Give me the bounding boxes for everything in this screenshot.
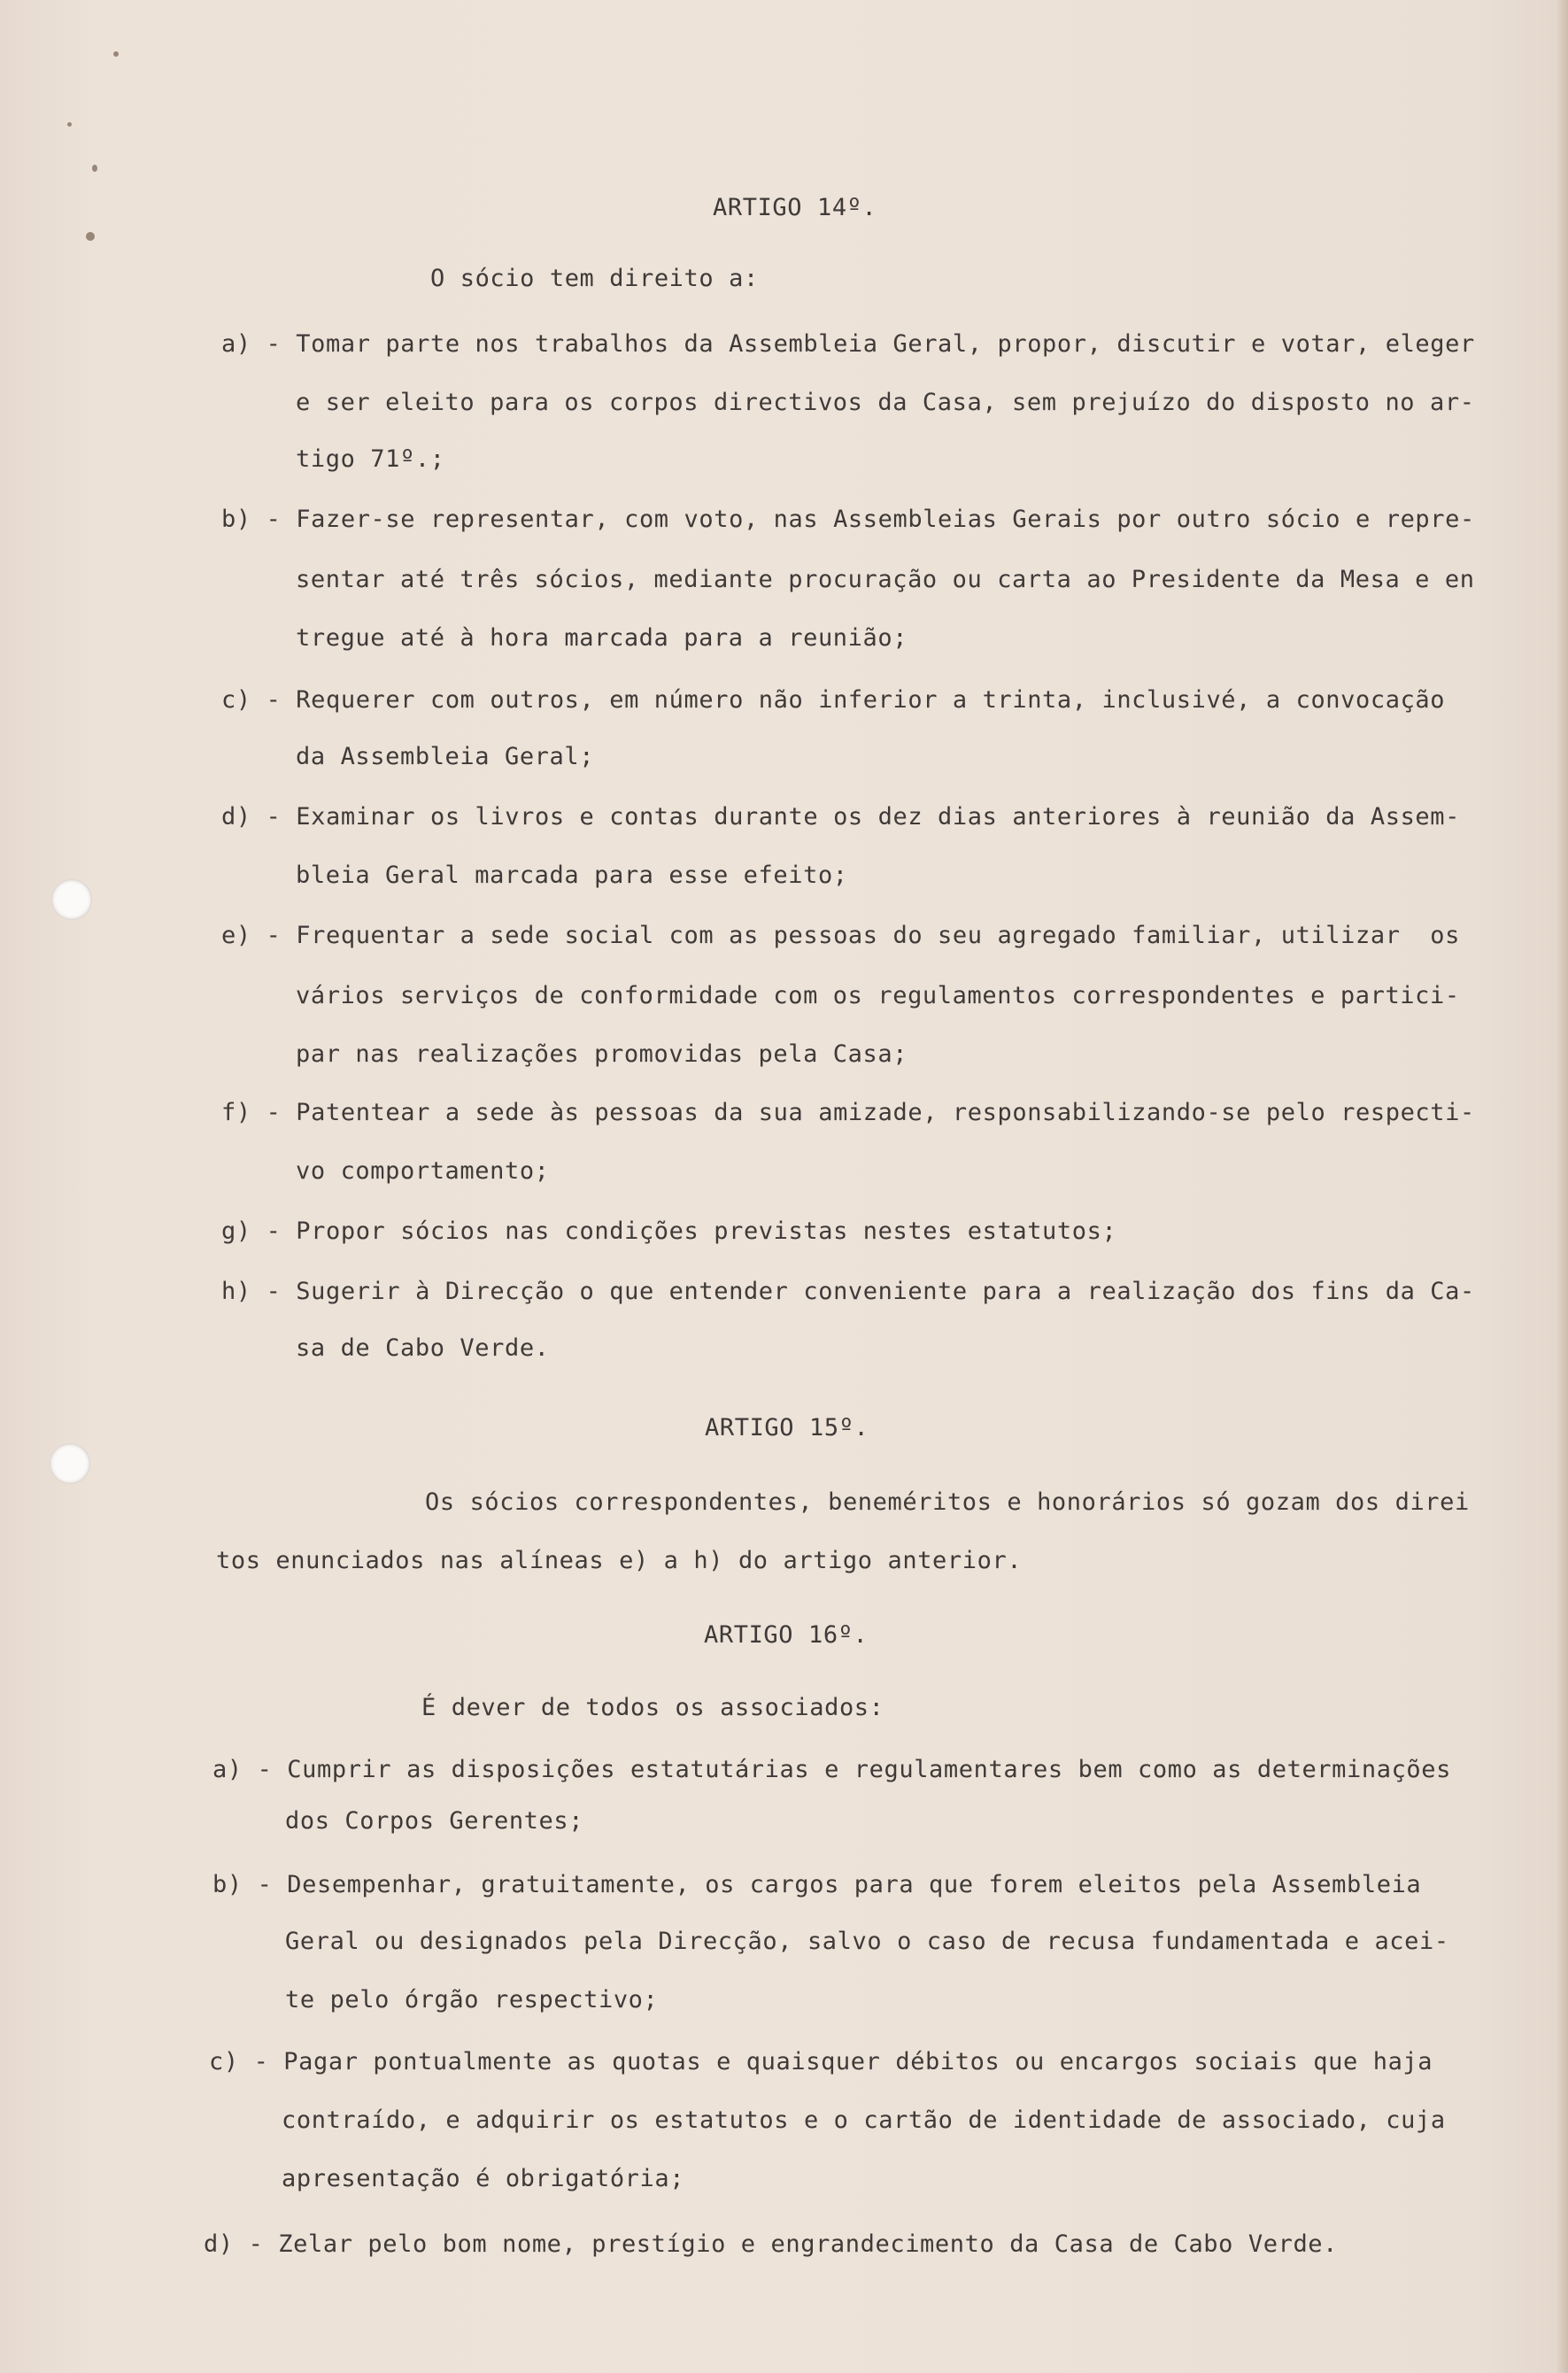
- art14-d-line2: bleia Geral marcada para esse efeito;: [296, 862, 848, 889]
- art16-c-line2: contraído, e adquirir os estatutos e o cartão de identidade de associado, cuja: [282, 2106, 1446, 2134]
- punch-hole-upper: [51, 879, 92, 920]
- article-14-intro: O sócio tem direito a:: [430, 265, 759, 292]
- art16-a-line2: dos Corpos Gerentes;: [285, 1807, 584, 1835]
- article-15-heading: ARTIGO 15º.: [705, 1414, 869, 1442]
- paper-speck: [67, 122, 72, 127]
- art14-b-line1: b) - Fazer-se representar, com voto, nas Assembleias Gerais por outro sócio e repre-: [221, 506, 1475, 533]
- art14-h-line2: sa de Cabo Verde.: [296, 1334, 550, 1362]
- art14-a-line2: e ser eleito para os corpos directivos da Casa, sem prejuízo do disposto no ar-: [296, 389, 1475, 416]
- art16-b-line2: Geral ou designados pela Direcção, salvo o caso de recusa fundamentada e acei-: [285, 1928, 1449, 1955]
- art15-line1: Os sócios correspondentes, beneméritos e honorários só gozam dos direi: [425, 1488, 1470, 1516]
- page-edge-shadow: [1556, 0, 1568, 2373]
- art14-a-line3: tigo 71º.;: [296, 445, 445, 473]
- art14-d-line1: d) - Examinar os livros e contas durante os dez dias anteriores à reunião da Assem-: [221, 803, 1460, 831]
- art14-b-line2: sentar até três sócios, mediante procuração ou carta ao Presidente da Mesa e en: [296, 566, 1475, 593]
- art14-f-line1: f) - Patentear a sede às pessoas da sua amizade, responsabilizando-se pelo respecti-: [221, 1099, 1475, 1126]
- punch-hole-lower: [50, 1443, 90, 1484]
- art14-b-line3: tregue até à hora marcada para a reunião;: [296, 624, 908, 652]
- art16-b-line1: b) - Desempenhar, gratuitamente, os cargos para que forem eleitos pela Assembleia: [212, 1871, 1422, 1898]
- art14-c-line2: da Assembleia Geral;: [296, 743, 595, 770]
- paper-speck: [92, 165, 97, 172]
- article-14-heading: ARTIGO 14º.: [713, 194, 877, 221]
- art14-a-line1: a) - Tomar parte nos trabalhos da Assembleia Geral, propor, discutir e votar, eleger: [221, 330, 1475, 358]
- art16-c-line3: apresentação é obrigatória;: [282, 2165, 685, 2192]
- art14-c-line1: c) - Requerer com outros, em número não inferior a trinta, inclusivé, a convocação: [221, 686, 1446, 714]
- art14-f-line2: vo comportamento;: [296, 1157, 550, 1185]
- article-16-intro: É dever de todos os associados:: [421, 1694, 884, 1721]
- paper-speck: [86, 232, 95, 241]
- art16-c-line1: c) - Pagar pontualmente as quotas e quaisquer débitos ou encargos sociais que haja: [209, 2048, 1433, 2075]
- art16-b-line3: te pelo órgão respectivo;: [285, 1986, 659, 2014]
- art14-e-line1: e) - Frequentar a sede social com as pessoas do seu agregado familiar, utilizar os: [221, 922, 1460, 949]
- art16-a-line1: a) - Cumprir as disposições estatutárias e regulamentares bem como as determinações: [212, 1756, 1451, 1783]
- paper-speck: [113, 51, 119, 57]
- art15-line2: tos enunciados nas alíneas e) a h) do artigo anterior.: [216, 1547, 1023, 1574]
- art14-e-line3: par nas realizações promovidas pela Casa;: [296, 1040, 908, 1068]
- article-16-heading: ARTIGO 16º.: [704, 1621, 869, 1649]
- art14-g-line1: g) - Propor sócios nas condições previstas nestes estatutos;: [221, 1217, 1117, 1245]
- art14-h-line1: h) - Sugerir à Direcção o que entender conveniente para a realização dos fins da Ca-: [221, 1278, 1475, 1305]
- art14-e-line2: vários serviços de conformidade com os regulamentos correspondentes e partici-: [296, 982, 1460, 1009]
- art16-d-line1: d) - Zelar pelo bom nome, prestígio e engrandecimento da Casa de Cabo Verde.: [204, 2230, 1339, 2258]
